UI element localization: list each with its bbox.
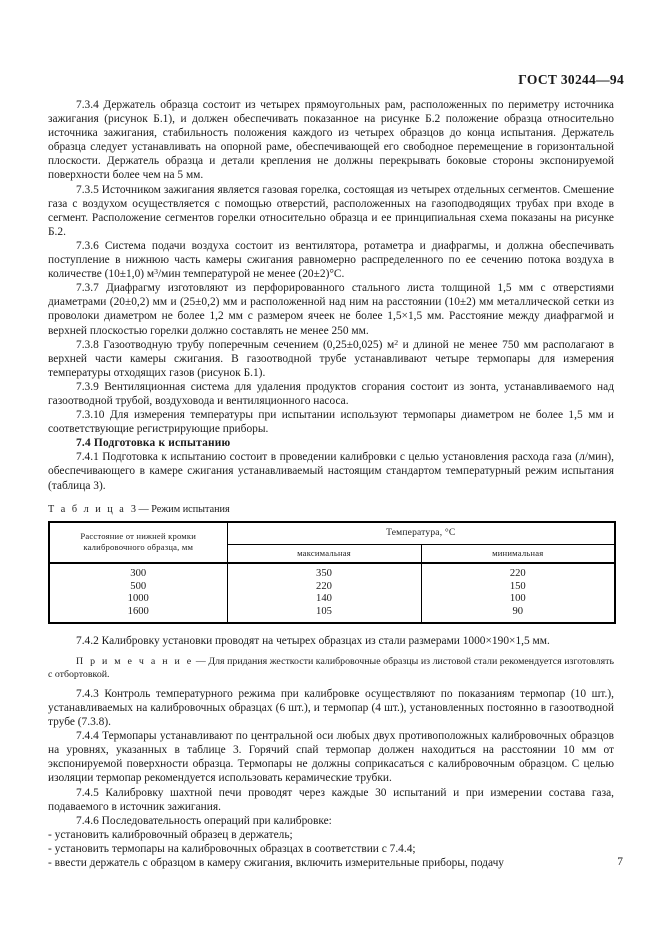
paragraph-7-3-6-text-a: 7.3.6 Система подачи воздуха состоит из вентилятора, ротаметра и диафрагмы, и должна обеспечивать поступление в нижнюю часть камеры сжигания равномерно распределенного по ее сечению потока воздуха в количестве (10±1,0) м bbox=[48, 239, 614, 281]
heading-7-4: 7.4 Подготовка к испытанию bbox=[76, 437, 231, 450]
list-item: - установить калибровочный образец в держатель; bbox=[48, 828, 293, 841]
note-text: — Для придания жесткости калибровочные образцы из листовой стали рекомендуется изготовлять с отбортовкой. bbox=[48, 655, 614, 680]
cell-min: 150 bbox=[421, 581, 615, 594]
table-row bbox=[49, 593, 615, 606]
table-header-temperature: Температура, °С bbox=[227, 522, 615, 545]
paragraph-7-4-6: 7.4.6 Последовательность операций при калибровке: bbox=[76, 814, 332, 827]
paragraph-7-3-6-text-b: /мин температурой не менее (20±2)°С. bbox=[158, 268, 345, 281]
table-head bbox=[49, 522, 615, 563]
cell-distance: 1000 bbox=[49, 593, 227, 606]
table-row bbox=[49, 606, 615, 624]
cell-max: 220 bbox=[227, 581, 421, 594]
table-caption bbox=[48, 503, 614, 516]
cell-max: 350 bbox=[227, 563, 421, 581]
superscript-cubic: 3 bbox=[154, 266, 158, 276]
spacer-after-table bbox=[48, 624, 614, 634]
paragraph-7-3-6 bbox=[48, 239, 614, 281]
superscript-square: 2 bbox=[394, 337, 399, 347]
paragraph-7-4-4: 7.4.4 Термопары устанавливают по центральной оси любых двух противоположных калибровочных образцов на уровнях, указанных в таблице 3. Горячий спай термопар должен находиться на расстоянии 10 мм от экспонируемой поверхности образца. Термопары не должны соприкасаться с калибровочным образцом. С целью изоляции термопар рекомендуется использовать керамические трубки. bbox=[48, 730, 614, 785]
paragraph-7-3-4: 7.3.4 Держатель образца состоит из четырех прямоугольных рам, расположенных по периметру источника зажигания (рисунок Б.1), и должен обеспечивать показанное на рисунке Б.2 положение образца относительно источника зажигания, стабильность положения каждого из четырех образцов до конца испытания. Держатель образца следует устанавливать на опорной раме, обеспечивающей его свободное перемещение в горизонтальной плоскости. Держатель образца и детали крепления не должны перекрывать боковые стороны экспонируемой поверхности более чем на 5 мм. bbox=[48, 99, 614, 182]
table-caption-title: — Режим испытания bbox=[138, 503, 230, 515]
list-item: - ввести держатель с образцом в камеру сжигания, включить измерительные приборы, подачу bbox=[48, 857, 505, 870]
running-head-standard-number: ГОСТ 30244—94 bbox=[518, 72, 624, 87]
table-header-row-1 bbox=[49, 522, 615, 545]
paragraph-7-3-8 bbox=[48, 338, 614, 380]
spacer-before-table bbox=[48, 493, 614, 503]
cell-min: 220 bbox=[421, 563, 615, 581]
cell-distance: 1600 bbox=[49, 606, 227, 624]
table-test-mode bbox=[48, 521, 616, 625]
table-header-distance: Расстояние от нижней кромки калибровочного образца, мм bbox=[49, 522, 227, 563]
paragraph-7-3-8-text-b: и длиной не менее 750 мм располагают в верхней части камеры сжигания. В газоотводной трубе устанавливают четыре термопары для измерения температуры отходящих газов (рисунок Б.1). bbox=[48, 338, 614, 379]
paragraph-7-4-1: 7.4.1 Подготовка к испытанию состоит в проведении калибровки с целью установления расхода газа (л/мин), обеспечивающего в камере сжигания устанавливаемый настоящим стандартом температурный режим испытания (таблица 3). bbox=[48, 451, 614, 492]
page-number: 7 bbox=[617, 856, 623, 868]
note-calibration-samples bbox=[48, 655, 614, 681]
cell-min: 90 bbox=[421, 606, 615, 624]
list-item: - установить термопары на калибровочных образцах в соответствии с 7.4.4; bbox=[48, 842, 416, 855]
table-caption-label: Т а б л и ц а bbox=[48, 503, 126, 515]
table-row bbox=[49, 581, 615, 594]
cell-distance: 500 bbox=[49, 581, 227, 594]
paragraph-7-3-5: 7.3.5 Источником зажигания является газовая горелка, состоящая из четырех отдельных сегментов. Смешение газа с воздухом осуществляется с помощью отверстий, расположенных на газоподводящих трубах при входе в сегмент. Расположение сегментов горелки относительно образца и ее принципиальная схема показаны на рисунке Б.2. bbox=[48, 183, 614, 238]
cell-distance: 300 bbox=[49, 563, 227, 581]
paragraph-7-4-3: 7.4.3 Контроль температурного режима при калибровке осуществляют по показаниям термопар (10 шт.), устанавливаемых на калибровочных образцах (6 шт.), и термопар (4 шт.), установленных постоянно в газоотводной трубе (7.3.8). bbox=[48, 687, 614, 729]
table-caption-number: 3 bbox=[130, 503, 136, 515]
table-row bbox=[49, 563, 615, 581]
cell-max: 140 bbox=[227, 593, 421, 606]
note-label: П р и м е ч а н и е bbox=[76, 655, 194, 667]
paragraph-7-3-8-text-a: 7.3.8 Газоотводную трубу поперечным сечением (0,25±0,025) м bbox=[76, 338, 395, 351]
table-header-minimum: минимальная bbox=[421, 544, 615, 563]
table-header-maximum: максимальная bbox=[227, 544, 421, 563]
cell-max: 105 bbox=[227, 606, 421, 624]
paragraph-7-3-10: 7.3.10 Для измерения температуры при испытании используют термопары диаметром не более 1,5 мм и соответствующие регистрирующие приборы. bbox=[48, 409, 614, 436]
paragraph-7-3-7: 7.3.7 Диафрагму изготовляют из перфорированного стального листа толщиной 1,5 мм с отверстиями диаметрами (20±0,2) мм и (25±0,2) мм и расположенной над ним на расстоянии (10±2) мм металлической сетки из проволоки диаметром не более 1,2 мм с размером ячеек не более 1,5×1,5 мм. Расстояние между диафрагмой и верхней плоскостью горелки должно составлять не менее 250 мм. bbox=[48, 282, 614, 337]
cell-min: 100 bbox=[421, 593, 615, 606]
paragraph-7-4-5: 7.4.5 Калибровку шахтной печи проводят через каждые 30 испытаний и при измерении состава газа, подаваемого в источник зажигания. bbox=[48, 786, 614, 813]
paragraph-7-3-9: 7.3.9 Вентиляционная система для удаления продуктов сгорания состоит из зонта, устанавливаемого над газоотводной трубой, воздуховода и вентиляционного насоса. bbox=[48, 380, 614, 407]
document-body bbox=[48, 98, 614, 870]
paragraph-7-4-2: 7.4.2 Калибровку установки проводят на четырех образцах из стали размерами 1000×190×1,5 мм. bbox=[76, 635, 550, 648]
table-body bbox=[49, 563, 615, 623]
